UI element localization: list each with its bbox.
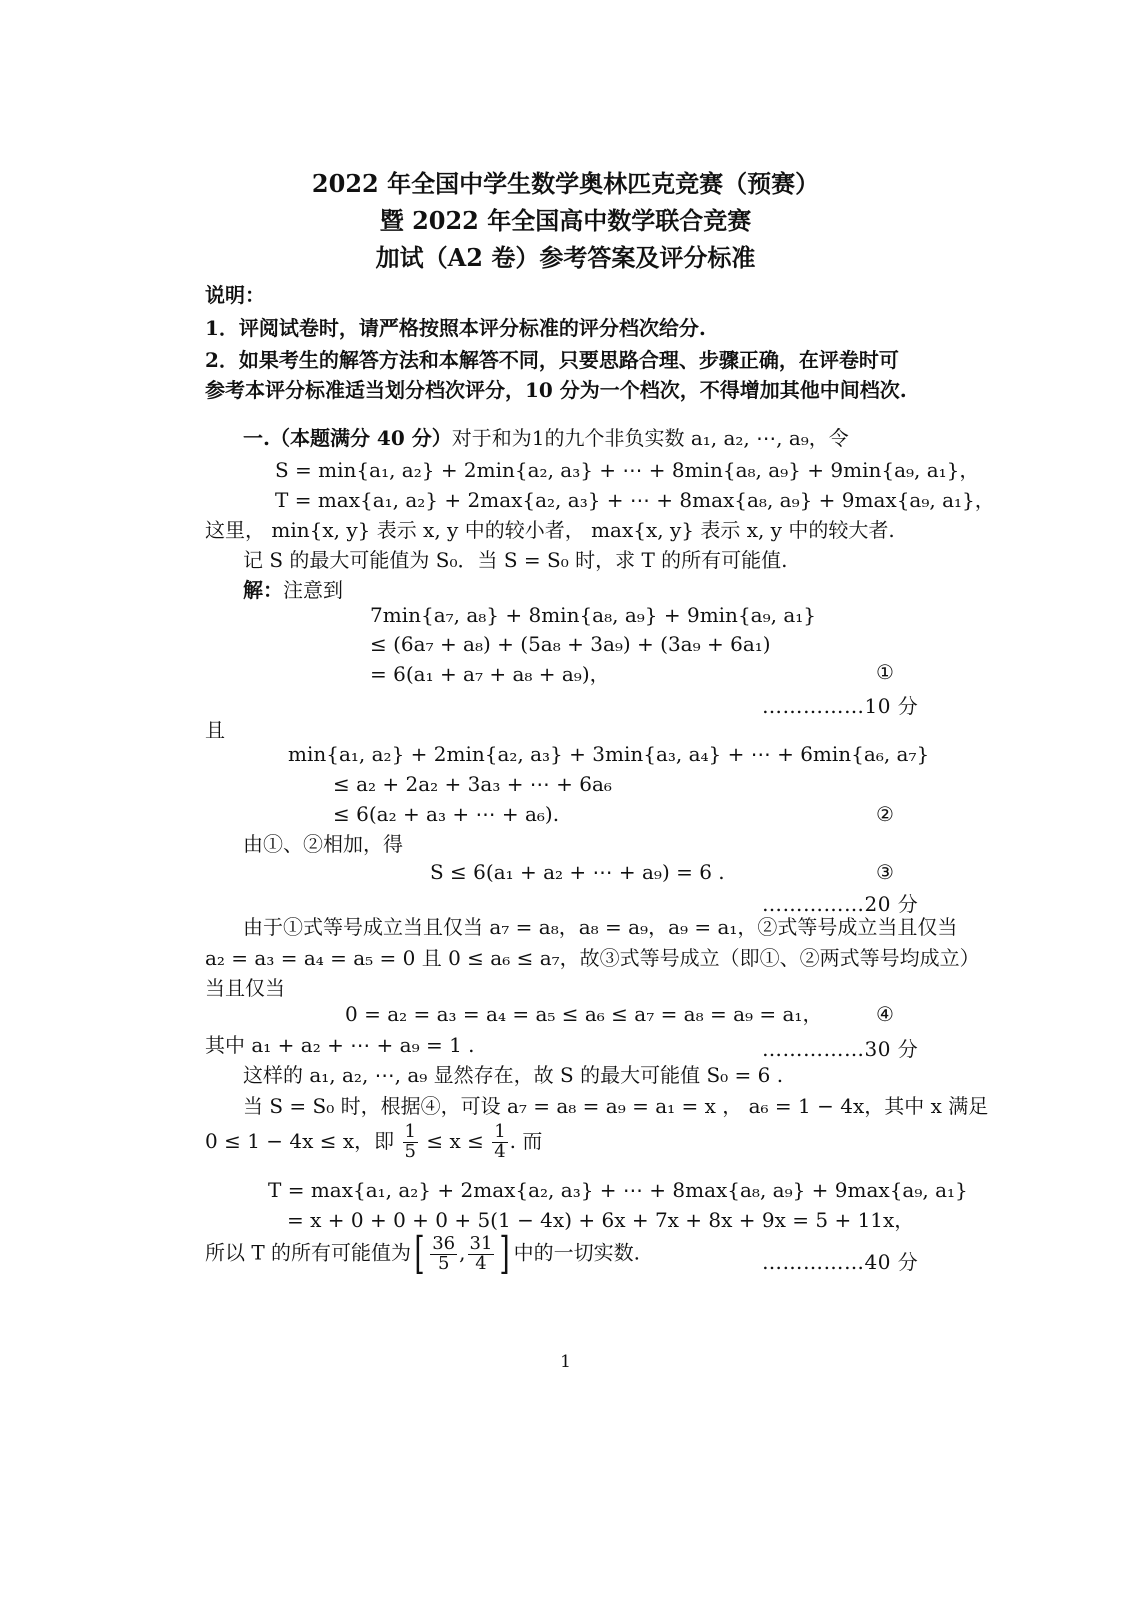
range-prefix: 0 ≤ 1 − 4x ≤ x，即 (205, 1128, 395, 1153)
equation-3: S ≤ 6(a₁ + a₂ + ⋯ + a₉) = 6 . (430, 860, 725, 884)
equation-4: 0 = a₂ = a₃ = a₄ = a₅ ≤ a₆ ≤ a₇ = a₈ = a₉ = a₁， (345, 1002, 823, 1026)
fraction-denominator: 4 (475, 1252, 487, 1274)
fraction-numerator: 31 (469, 1232, 493, 1254)
T-equation-1: T = max{a₁, a₂} + 2max{a₂, a₃} + ⋯ + 8max{a₈, a₉} + 9max{a₉, a₁} (268, 1178, 968, 1202)
equation-2a: min{a₁, a₂} + 2min{a₂, a₃} + 3min{a₃, a₄} + ⋯ + 6min{a₆, a₇} (288, 742, 930, 766)
problem-intro-line (243, 426, 849, 450)
fraction-numerator: 36 (432, 1232, 456, 1254)
interval-comma: , (459, 1240, 466, 1265)
sum-condition: 其中 a₁ + a₂ + ⋯ + a₉ = 1 . (205, 1033, 475, 1057)
substitution-line: 当 S = S₀ 时，根据④，可设 a₇ = a₈ = a₉ = a₁ = x ， a₆ = 1 − 4x，其中 x 满足 (243, 1094, 989, 1118)
equation-marker-3: ③ (876, 860, 894, 884)
fraction-numerator: 1 (404, 1121, 416, 1142)
equation-marker-2: ② (876, 802, 894, 826)
equation-1a: 7min{a₇, a₈} + 8min{a₈, a₉} + 9min{a₉, a₁} (370, 603, 816, 627)
range-line (205, 1123, 542, 1162)
notes-item-2a: 2．如果考生的解答方法和本解答不同，只要思路合理、步骤正确，在评卷时可 (205, 348, 899, 372)
fraction-denominator: 5 (404, 1140, 416, 1162)
notes-item-1: 1．评阅试卷时，请严格按照本评分标准的评分档次给分. (205, 316, 706, 340)
final-prefix: 所以 T 的所有可能值为 (205, 1240, 412, 1265)
equation-1b: ≤ (6a₇ + a₈) + (5a₈ + 3a₉) + (3a₉ + 6a₁) (370, 632, 771, 656)
notes-item-2b: 参考本评分标准适当划分档次评分，10 分为一个档次，不得增加其他中间档次. (205, 378, 907, 402)
fraction-one-fifth (403, 1123, 418, 1162)
fraction-denominator: 4 (494, 1140, 506, 1162)
problem-intro: 对于和为1的九个非负实数 a₁, a₂, ⋯, a₉，令 (451, 426, 849, 450)
equation-1c: = 6(a₁ + a₇ + a₈ + a₉)， (370, 662, 610, 686)
final-answer-line (205, 1228, 640, 1279)
equation-2b: ≤ a₂ + 2a₂ + 3a₃ + ⋯ + 6a₆ (333, 772, 612, 796)
problem-label: 一.（本题满分 40 分） (243, 426, 452, 450)
fraction-one-quarter (492, 1123, 507, 1162)
fraction-36-5 (430, 1232, 457, 1274)
solution-intro-line (243, 578, 343, 602)
range-suffix: . 而 (509, 1128, 543, 1153)
solution-add: 由①、②相加，得 (243, 832, 403, 856)
T-equation-2: = x + 0 + 0 + 0 + 5(1 − 4x) + 6x + 7x + 8x + 9x = 5 + 11x， (287, 1208, 915, 1232)
solution-note: 注意到 (283, 578, 343, 602)
title-line-2: 暨 2022 年全国高中数学联合竞赛 (379, 206, 752, 235)
title-line-3: 加试（A2 卷）参考答案及评分标准 (375, 243, 756, 272)
left-bracket: [ (414, 1228, 425, 1279)
range-middle: ≤ x ≤ (426, 1128, 484, 1153)
right-bracket: ] (499, 1228, 511, 1279)
problem-T-definition: T = max{a₁, a₂} + 2max{a₂, a₃} + ⋯ + 8max{a₈, a₉} + 9max{a₉, a₁}， (275, 488, 995, 512)
equation-marker-4: ④ (876, 1002, 894, 1026)
score-marker-40: ……………40 分 (762, 1250, 919, 1274)
problem-explanation: 这里， min{x, y} 表示 x, y 中的较小者， max{x, y} 表示 x, y 中的较大者. (205, 518, 895, 542)
condition-line-3: 当且仅当 (205, 976, 285, 1000)
score-marker-20: ……………20 分 (762, 892, 919, 916)
score-marker-30: ……………30 分 (762, 1037, 919, 1061)
title-line-1: 2022 年全国中学生数学奥林匹克竞赛（预赛） (311, 169, 820, 198)
solution-label: 解： (243, 578, 283, 602)
solution-and: 且 (205, 718, 225, 742)
fraction-numerator: 1 (494, 1121, 506, 1142)
problem-question: 记 S 的最大可能值为 S₀．当 S = S₀ 时，求 T 的所有可能值. (243, 548, 788, 572)
score-marker-10: ……………10 分 (762, 694, 919, 718)
fraction-denominator: 5 (437, 1252, 450, 1274)
equation-marker-1: ① (876, 660, 894, 684)
fraction-31-4 (468, 1232, 495, 1274)
problem-S-definition: S = min{a₁, a₂} + 2min{a₂, a₃} + ⋯ + 8min{a₈, a₉} + 9min{a₉, a₁}， (275, 458, 980, 482)
condition-line-2: a₂ = a₃ = a₄ = a₅ = 0 且 0 ≤ a₆ ≤ a₇，故③式等号成立（即①、②两式等号均成立） (205, 946, 980, 970)
condition-line-1: 由于①式等号成立当且仅当 a₇ = a₈，a₈ = a₉，a₉ = a₁，②式等号成立当且仅当 (243, 915, 958, 939)
notes-heading: 说明： (205, 283, 265, 307)
existence-statement: 这样的 a₁, a₂, ⋯, a₉ 显然存在，故 S 的最大可能值 S₀ = 6 . (243, 1063, 784, 1087)
page-number: 1 (560, 1352, 571, 1372)
equation-2c: ≤ 6(a₂ + a₃ + ⋯ + a₆). (333, 802, 560, 826)
final-suffix: 中的一切实数. (513, 1240, 640, 1265)
